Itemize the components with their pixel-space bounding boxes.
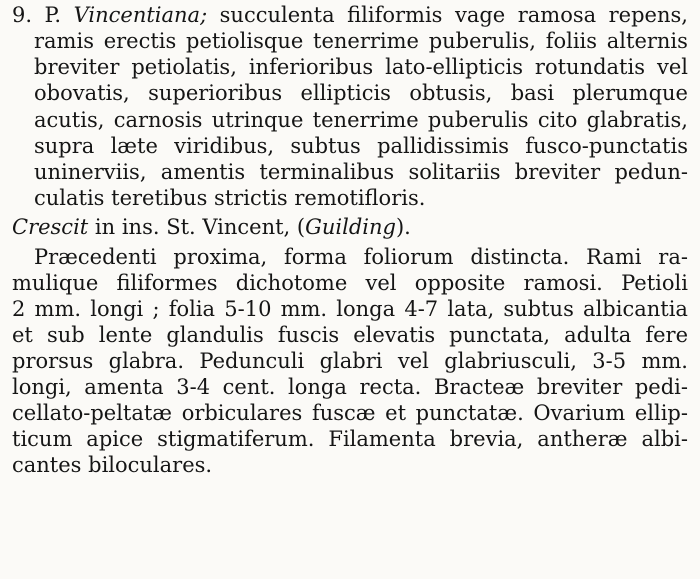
word: pedi- xyxy=(634,375,688,399)
word: petiolatis, xyxy=(131,55,237,79)
word: lata, xyxy=(447,297,495,321)
entry-line-2 xyxy=(34,28,688,54)
word: elevatis xyxy=(353,323,436,347)
word: mm. xyxy=(641,349,688,373)
word: Bracteæ xyxy=(433,375,525,399)
word: glabratis, xyxy=(586,108,688,132)
word: longa xyxy=(288,375,347,399)
word: prorsus xyxy=(12,349,94,373)
word: succulenta xyxy=(219,3,335,27)
word: ra- xyxy=(658,245,688,269)
notes-line-8 xyxy=(12,426,688,452)
entry-line-3 xyxy=(34,54,688,80)
word: terminalibus xyxy=(259,160,395,184)
word: vel xyxy=(656,55,688,79)
notes-line-1 xyxy=(34,244,688,270)
word: glabri xyxy=(319,349,383,373)
word: viridibus, xyxy=(174,134,275,158)
word: recta. xyxy=(359,375,422,399)
word: ; xyxy=(152,297,160,321)
word: fusco-punctatis xyxy=(525,134,688,158)
word: solitariis xyxy=(408,160,501,184)
word: erectis xyxy=(103,29,177,53)
word: puberulis xyxy=(427,108,529,132)
word: subtus xyxy=(503,297,574,321)
entry-line-4 xyxy=(34,80,688,106)
word: stigmatiferum. xyxy=(157,427,315,451)
word: ellip- xyxy=(634,401,688,425)
notes-line-4 xyxy=(12,322,688,348)
word: lente xyxy=(98,323,153,347)
word: vage xyxy=(454,3,506,27)
word: mm. xyxy=(34,297,82,321)
word: forma xyxy=(283,245,347,269)
word: 2 xyxy=(12,297,26,321)
word: pedun- xyxy=(614,160,688,184)
word: punctata, xyxy=(449,323,551,347)
word: lato-ellipticis xyxy=(385,55,523,79)
word: fere xyxy=(645,323,688,347)
word: Ovarium xyxy=(533,401,626,425)
word: ticum xyxy=(12,427,73,451)
word: glabra. xyxy=(108,349,184,373)
word: amenta xyxy=(84,375,164,399)
word: apice xyxy=(86,427,144,451)
word: Præcedenti xyxy=(34,245,157,269)
word: 9. xyxy=(12,3,33,27)
word: ramosi. xyxy=(523,271,603,295)
word: orbiculares xyxy=(181,401,303,425)
word: foliis xyxy=(545,29,598,53)
word: cent. xyxy=(222,375,276,399)
entry-line-1 xyxy=(12,2,688,28)
word: ramosa xyxy=(517,3,597,27)
word: alternis xyxy=(606,29,688,53)
word: Pedunculi xyxy=(199,349,305,373)
word: 3-5 xyxy=(592,349,627,373)
word: brevia, xyxy=(449,427,524,451)
word: amentis xyxy=(160,160,246,184)
word: folia xyxy=(168,297,216,321)
word: breviter xyxy=(34,55,120,79)
word: Petioli xyxy=(621,271,688,295)
word: antheræ xyxy=(537,427,628,451)
word: obtusis, xyxy=(409,81,493,105)
notes-line-2 xyxy=(12,270,688,296)
word: dichotome xyxy=(235,271,348,295)
word: vel xyxy=(397,349,429,373)
word: 5-10 xyxy=(224,297,272,321)
word: puberulis, xyxy=(428,29,536,53)
word: pallidissimis xyxy=(377,134,510,158)
word: fuscæ xyxy=(311,401,376,425)
word: filiformes xyxy=(116,271,218,295)
word: tenerrime xyxy=(313,29,419,53)
word: cellato-peltatæ xyxy=(12,401,173,425)
word: tenerrime xyxy=(312,108,419,132)
word: P. xyxy=(44,3,62,27)
word: longa xyxy=(336,297,396,321)
word: longi, xyxy=(12,375,72,399)
word: adulta xyxy=(564,323,632,347)
entry-line-7 xyxy=(34,159,688,185)
word: Filamenta xyxy=(328,427,436,451)
word: uninerviis, xyxy=(34,160,147,184)
word: inferioribus xyxy=(248,55,374,79)
word: sub xyxy=(46,323,85,347)
word: foliorum xyxy=(363,245,454,269)
word: filiformis xyxy=(347,3,443,27)
word: et xyxy=(385,401,407,425)
word: longi xyxy=(90,297,144,321)
notes-line-6 xyxy=(12,374,688,400)
word: mm. xyxy=(280,297,328,321)
word: rotundatis xyxy=(534,55,645,79)
word: ellipticis xyxy=(300,81,391,105)
word: basi xyxy=(510,81,555,105)
word: obovatis, xyxy=(34,81,130,105)
word: breviter xyxy=(536,375,623,399)
word: repens, xyxy=(608,3,688,27)
word: Rami xyxy=(586,245,642,269)
entry-line-8: culatis teretibus strictis remotifloris. xyxy=(34,186,426,210)
word: distincta. xyxy=(470,245,570,269)
word: utrinque xyxy=(211,108,304,132)
entry-line-5 xyxy=(34,107,688,133)
notes-line-3 xyxy=(12,296,688,322)
crescit-word: Crescit xyxy=(12,215,89,239)
word: superioribus xyxy=(148,81,283,105)
word: subtus xyxy=(290,134,361,158)
word: Vincentiana; xyxy=(73,3,208,27)
word: glabriusculi, xyxy=(444,349,577,373)
habitat-line xyxy=(12,214,411,240)
word: 4-7 xyxy=(404,297,439,321)
word: petiolisque xyxy=(186,29,304,53)
word: albicantia xyxy=(583,297,688,321)
word: mulique xyxy=(12,271,99,295)
word: proxima, xyxy=(173,245,268,269)
word: acutis, xyxy=(34,108,105,132)
habitat-text: in ins. St. Vincent, ( xyxy=(88,215,306,239)
notes-line-9: cantes biloculares. xyxy=(12,453,213,477)
word: opposite xyxy=(414,271,506,295)
word: carnosis xyxy=(113,108,203,132)
notes-line-5 xyxy=(12,348,688,374)
collector-name: Guilding xyxy=(305,215,396,239)
word: albi- xyxy=(641,427,688,451)
word: breviter xyxy=(514,160,601,184)
word: et xyxy=(12,323,33,347)
word: læte xyxy=(110,134,158,158)
word: ramis xyxy=(34,29,94,53)
word: vel xyxy=(365,271,397,295)
notes-line-7 xyxy=(12,400,688,426)
word: plerumque xyxy=(572,81,688,105)
word: glandulis xyxy=(166,323,264,347)
word: supra xyxy=(34,134,95,158)
habitat-end: ). xyxy=(395,215,411,239)
word: punctatæ. xyxy=(415,401,524,425)
word: fuscis xyxy=(277,323,340,347)
entry-line-6 xyxy=(34,133,688,159)
word: cito xyxy=(537,108,578,132)
word: 3-4 xyxy=(176,375,211,399)
